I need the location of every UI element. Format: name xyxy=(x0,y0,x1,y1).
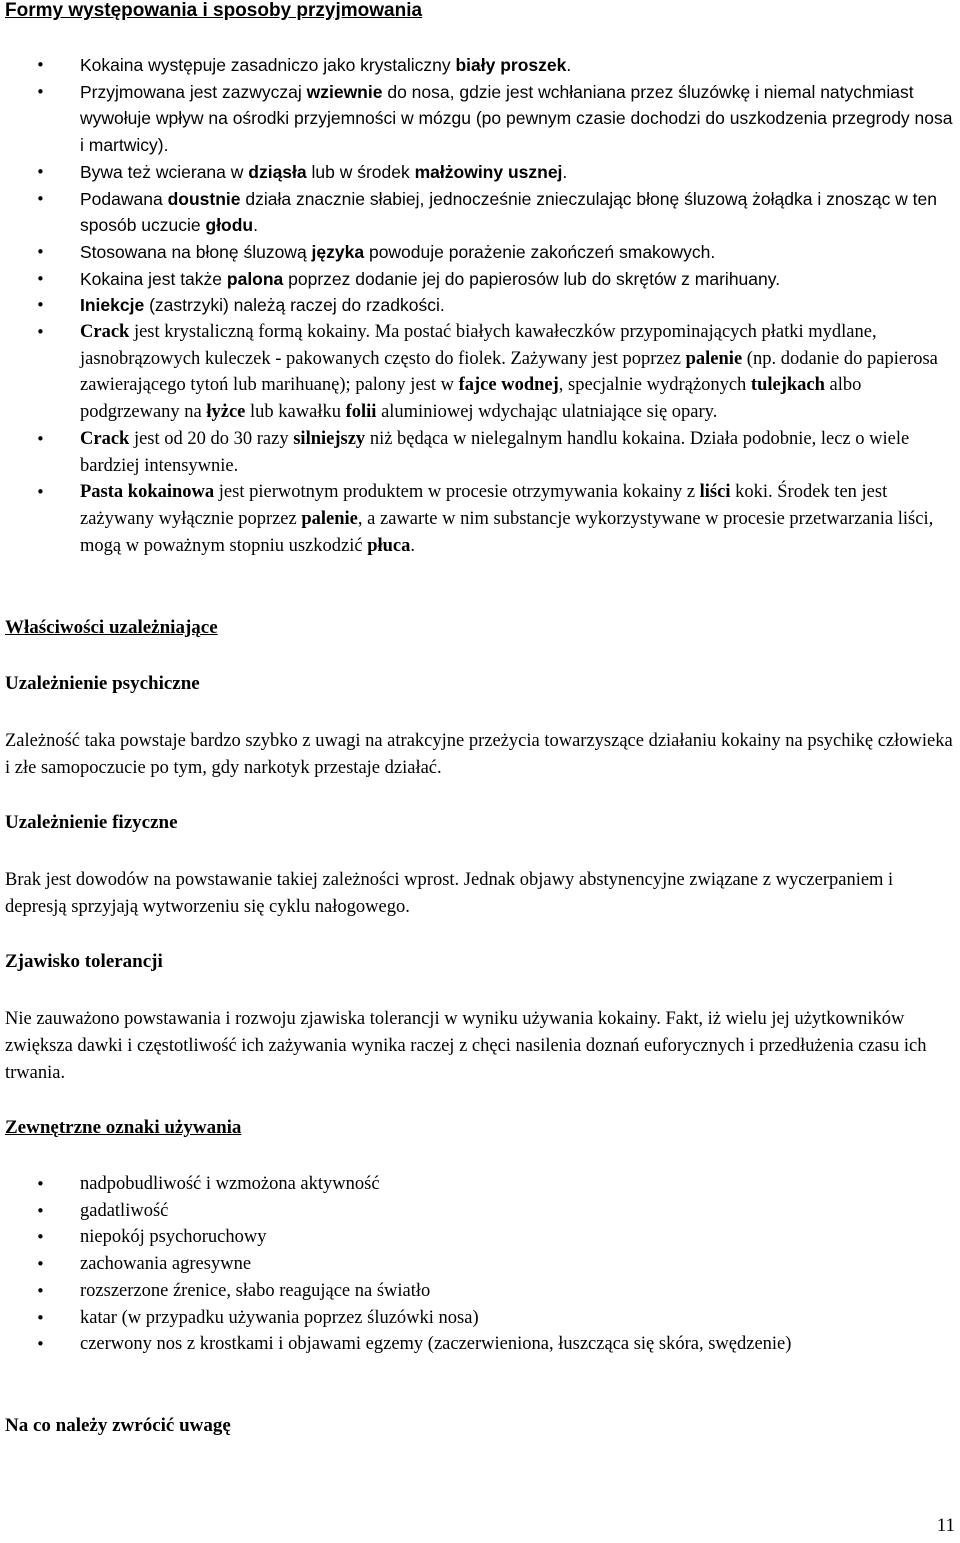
bold-term: głodu xyxy=(205,215,254,236)
list-item xyxy=(0,479,960,559)
text-run: jest krystaliczną formą kokainy. Ma postać białych kawałeczków przypominających płatki mydlane, jasnobrązowych kuleczek - pakowanych często do fiolek. Zażywany jest poprzez xyxy=(80,322,877,369)
physical-dependence-text: Brak jest dowodów na powstawanie takiej zależności wprost. Jednak objawy abstynencyjne związane z wyczerpaniem i depresją sprzyjają wytworzeniu się cyklu nałogowego. xyxy=(5,870,894,918)
section-heading-tolerance: Zjawisko tolerancji xyxy=(5,951,163,972)
text-run: Stosowana na błonę śluzową xyxy=(80,241,312,262)
text-run: lub kawałku xyxy=(245,402,346,423)
psychological-dependence-text: Zależność taka powstaje bardzo szybko z uwagi na atrakcyjne przeżycia towarzyszące działaniu kokainy na psychikę człowieka i złe samopoczucie po tym, gdy narkotyk przestaje działać. xyxy=(5,731,953,779)
list-item: • czerwony nos z krostkami i objawami egzemy (zaczerwieniona, łuszcząca się skóra, swędzenie) xyxy=(0,1331,960,1358)
tolerance-text: Nie zauważono powstawania i rozwoju zjawiska tolerancji w wyniku używania kokainy. Fakt, iż wielu jej użytkowników zwiększa dawki i częstotliwość ich zażywania wynika raczej z chęci nasilenia doznań euforycznych i przedłużenia czasu ich trwania. xyxy=(5,1009,927,1084)
section-heading-what-to-watch: Na co należy zwrócić uwagę xyxy=(5,1415,231,1436)
section-heading-addictive-properties: Właściwości uzależniające xyxy=(5,617,218,638)
bold-term: małżowiny usznej xyxy=(414,161,563,182)
bold-term: języka xyxy=(311,241,365,262)
text-run: , specjalnie wydrążonych xyxy=(558,375,751,396)
text-run: Kokaina występuje zasadniczo jako krystaliczny xyxy=(80,55,456,75)
section-heading-psychological-dependence: Uzależnienie psychiczne xyxy=(5,673,200,694)
list-item xyxy=(0,239,960,266)
bold-term: liści xyxy=(699,482,731,503)
bold-term: palona xyxy=(226,268,284,289)
bold-term: folii xyxy=(345,402,377,423)
external-signs-bullet-list xyxy=(0,1171,960,1358)
text-run: Przyjmowana jest zazwyczaj xyxy=(80,81,307,102)
list-item: • gadatliwość xyxy=(0,1198,960,1225)
bold-term: palenie xyxy=(685,348,743,369)
bold-term: silniejszy xyxy=(293,428,366,449)
text-run: , a zawarte w nim substancje wykorzystywane w procesie przetwarzania liści, mogą w poważnym stopniu uszkodzić xyxy=(80,508,934,556)
list-item xyxy=(0,292,960,319)
text-run: . xyxy=(562,161,568,182)
text-run: . xyxy=(410,535,416,556)
text-run: . xyxy=(566,55,572,75)
bold-term: płuca xyxy=(367,535,411,556)
text-run: działa znacznie słabiej, jednocześnie znieczulając błonę śluzową żołądka i znosząc w ten sposób uczucie xyxy=(80,188,938,236)
list-item xyxy=(0,186,960,239)
text-run: Bywa też wcierana w xyxy=(80,161,249,182)
section-heading-external-signs: Zewnętrzne oznaki używania xyxy=(5,1117,242,1138)
bold-term: fajce wodnej xyxy=(458,375,559,396)
list-item: • nadpobudliwość i wzmożona aktywność xyxy=(0,1171,960,1198)
text-run: (np. dodanie do papierosa zawierającego tytoń lub marihuanę); palony jest w xyxy=(80,348,938,396)
section-heading-physical-dependence: Uzależnienie fizyczne xyxy=(5,812,178,833)
list-item: • katar (w przypadku używania poprzez śluzówki nosa) xyxy=(0,1305,960,1332)
list-item xyxy=(0,266,960,293)
list-item: • rozszerzone źrenice, słabo reagujące na światło xyxy=(0,1278,960,1305)
forms-bullet-list xyxy=(0,52,960,559)
bold-term: Crack xyxy=(80,428,130,449)
bold-term: wziewnie xyxy=(306,81,383,102)
list-item xyxy=(0,159,960,186)
bold-term: Pasta kokainowa xyxy=(80,482,215,503)
text-run: koki. Środek ten jest zażywany wyłącznie poprzez xyxy=(80,482,888,529)
text-run: do nosa, gdzie jest wchłaniana przez śluzówkę i niemal natychmiast wywołuje wpływ na ośrodki przyjemności w mózgu (po pewnym czasie dochodzi do uszkodzenia przegrody nosa i martwicy). xyxy=(80,81,953,156)
list-item: • niepokój psychoruchowy xyxy=(0,1224,960,1251)
bold-term: palenie xyxy=(301,508,358,529)
section-heading-forms: Formy występowania i sposoby przyjmowania xyxy=(5,0,423,21)
list-item xyxy=(0,319,960,426)
bold-term: Crack xyxy=(80,322,130,343)
bold-term: Iniekcje xyxy=(80,295,145,316)
text-run: Kokaina jest także xyxy=(80,268,227,289)
text-run: Podawana xyxy=(80,188,168,209)
text-run: . xyxy=(253,215,258,236)
text-run: (zastrzyki) należą raczej do rzadkości. xyxy=(144,295,445,316)
bold-term: tulejkach xyxy=(750,375,825,396)
list-item xyxy=(0,79,960,159)
list-item xyxy=(0,426,960,479)
bold-term: dziąsła xyxy=(248,161,307,182)
bold-term: łyżce xyxy=(206,402,246,423)
text-run: jest pierwotnym produktem w procesie otrzymywania kokainy z xyxy=(214,482,700,503)
text-run: jest od 20 do 30 razy xyxy=(129,428,294,449)
text-run: albo podgrzewany na xyxy=(80,375,862,423)
text-run: aluminiowej wdychając ulatniające się opary. xyxy=(376,402,718,423)
text-run: poprzez dodanie jej do papierosów lub do skrętów z marihuany. xyxy=(283,268,781,289)
bold-term: biały proszek xyxy=(455,55,567,75)
list-item: • zachowania agresywne xyxy=(0,1251,960,1278)
text-run: niż będąca w nielegalnym handlu kokaina. Działa podobnie, lecz o wiele bardziej intensywnie. xyxy=(80,428,910,476)
bold-term: doustnie xyxy=(167,188,241,209)
text-run: powoduje porażenie zakończeń smakowych. xyxy=(364,241,716,262)
list-item xyxy=(0,52,960,79)
page-number: 11 xyxy=(936,1515,955,1536)
text-run: lub w środek xyxy=(306,161,415,182)
